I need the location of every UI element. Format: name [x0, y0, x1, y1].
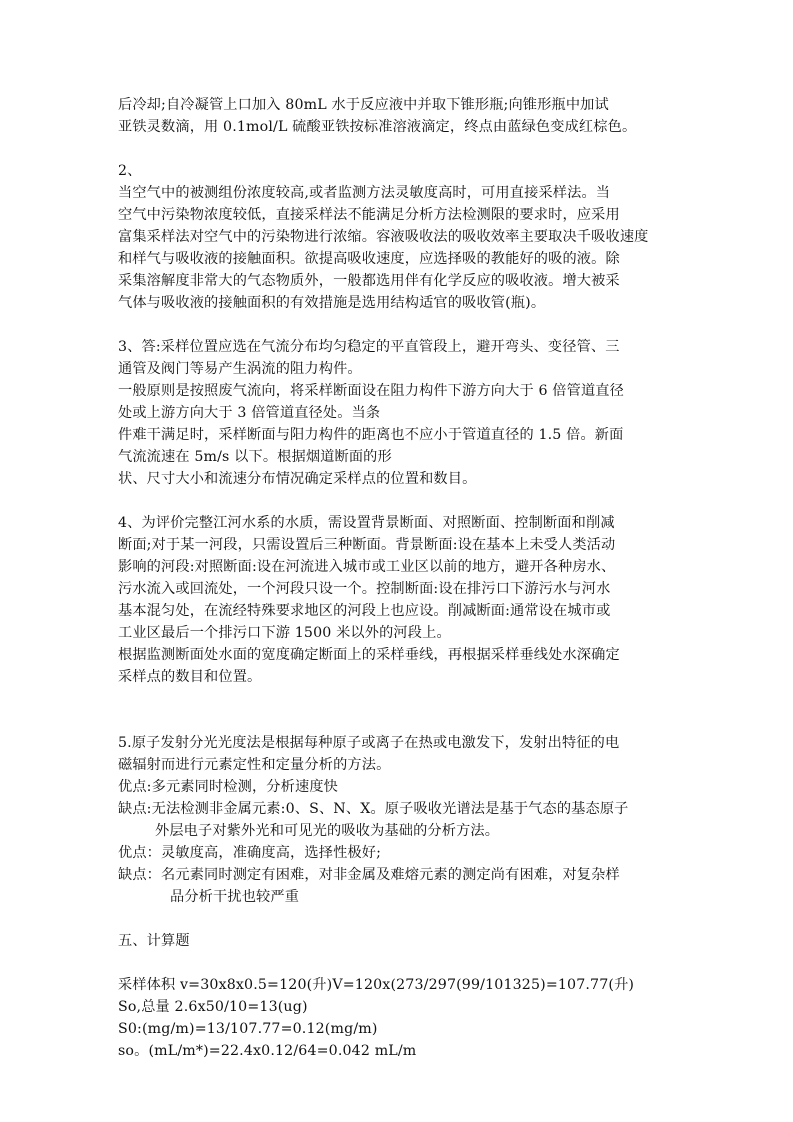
text-line: 通管及阀门等易产生涡流的阻力构件。 [118, 361, 362, 377]
text-line: 5.原子发射分光光度法是根据每种原子或离子在热或电激发下，发射出特征的电 [118, 735, 620, 751]
text-line: 气体与吸收液的接触面积的有效措施是选用结构适官的吸收管(瓶)。 [118, 295, 546, 311]
text-line: 优点:多元素同时检测，分析速度快 [118, 779, 338, 795]
text-line: 工业区最后一个排污口下游 1500 米以外的河段上。 [118, 625, 451, 641]
text-line: 处或上游方向大于 3 倍管道直径处。当条 [118, 405, 381, 421]
text-line: 品分析干扰也较严重 [170, 889, 300, 905]
text-line: 4、为评价完整江河水系的水质，需设置背景断面、对照断面、控制断面和削减 [118, 515, 615, 531]
text-line: 空气中污染物浓度较低，直接采样法不能满足分析方法检测限的要求时，应采用 [118, 207, 620, 223]
text-line: 外层电子对紫外光和可见光的吸收为基础的分析方法。 [155, 823, 500, 839]
text-line: 件难干满足时，采样断面与阳力构件的距离也不应小于管道直径的 1.5 倍。新面 [118, 427, 624, 443]
text-line: 后冷却;自冷凝管上口加入 80mL 水于反应液中并取下锥形瓶;向锥形瓶中加试 [118, 97, 609, 113]
text-line: 断面;对于某一河段，只需设置后三种断面。背景断面:设在基本上未受人类活动 [118, 537, 616, 553]
text-line: 富集采样法对空气中的污染物进行浓缩。容液吸收法的吸收效率主要取决千吸收速度 [118, 229, 649, 245]
paragraph-gap [118, 952, 680, 974]
paragraph-gap [118, 908, 680, 930]
document-page [118, 94, 680, 1062]
paragraph-gap [118, 688, 680, 732]
text-line: 采集溶解度非常大的气态物质外，一般都选用伴有化学反应的吸收液。增大被采 [118, 273, 620, 289]
text-line: 基本混匀处，在流经特殊要求地区的河段上也应设。削减断面:通常设在城市或 [118, 603, 611, 619]
section-heading: 五、计算题 [118, 933, 190, 949]
formula-line: 采样体积 v=30x8x0.5=120(升)V=120x(273/297(99/101325)=107.77(升) [118, 977, 635, 993]
text-line: 一般原则是按照废气流向，将采样断面设在阻力构件下游方向大于 6 倍管道直径 [118, 383, 624, 399]
text-line: 影响的河段:对照断面:设在河流进入城市或工业区以前的地方，避开各种房水、 [118, 559, 616, 575]
text-line: 根据监测断面处水面的宽度确定断面上的采样垂线，再根据采样垂线处水深确定 [118, 647, 620, 663]
paragraph-gap [118, 138, 680, 160]
text-line: 优点：灵敏度高，准确度高，选择性极好; [118, 845, 382, 861]
text-line: 污水流入或回流处，一个河段只设一个。控制断面:设在排污口下游污水与河水 [118, 581, 611, 597]
text-line: 和样气与吸收液的接触面积。欲提高吸收速度，应选择吸的教能好的吸的液。除 [118, 251, 620, 267]
formula-line: So,总量 2.6x50/10=13(ug) [118, 999, 308, 1015]
text-line: 缺点：名元素同时测定有困难，对非金属及难熔元素的测定尚有困难，对复杂样 [118, 867, 620, 883]
text-line: 当空气中的被测组份浓度较高,或者监测方法灵敏度高时，可用直接采样法。当 [118, 185, 611, 201]
text-line: 气流流速在 5m/s 以下。根据烟道断面的形 [118, 449, 392, 465]
paragraph-gap [118, 490, 680, 512]
section-number: 2、 [118, 163, 142, 179]
text-line: 3、答:采样位置应选在气流分布均匀稳定的平直管段上，避开弯头、变径管、三 [118, 339, 620, 355]
formula-line: S0:(mg/m)=13/107.77=0.12(mg/m) [118, 1021, 378, 1037]
paragraph-gap [118, 314, 680, 336]
formula-line: so。(mL/m*)=22.4x0.12/64=0.042 mL/m [118, 1043, 417, 1059]
text-line: 缺点:无法检测非金属元素:0、S、N、X。原子吸收光谱法是基于气态的基态原子 [118, 801, 629, 817]
text-line: 采样点的数目和位置。 [118, 669, 262, 685]
text-line: 磁辐射而进行元素定性和定量分析的方法。 [118, 757, 391, 773]
text-line: 亚铁灵数滴，用 0.1mol/L 硫酸亚铁按标准溶液滴定，终点由蓝绿色变成红棕色。 [118, 119, 637, 135]
text-line: 状、尺寸大小和流速分布情况确定采样点的位置和数目。 [118, 471, 477, 487]
